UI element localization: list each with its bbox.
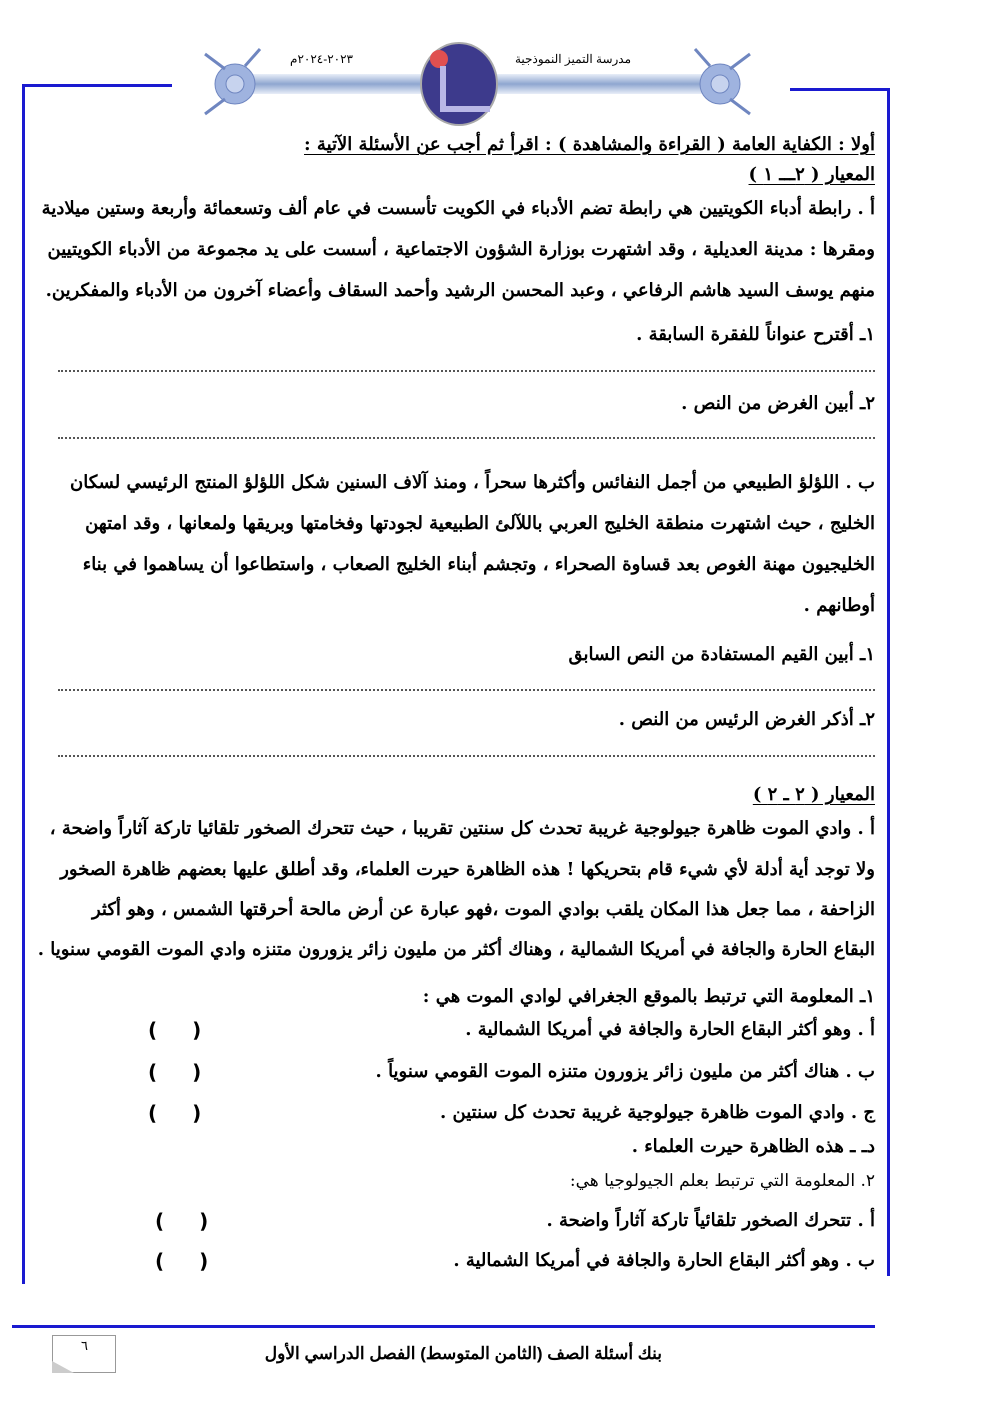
passage-b-line: الخليج ، حيث اشتهرت منطقة الخليج العربي باللآلئ الطبيعية لجودتها وفخامتها وبريقها ولمعانها ، وقد امتهن	[85, 513, 875, 534]
mc-option: ج . وادي الموت ظاهرة جيولوجية غريبة تحدث كل سنتين .	[439, 1102, 875, 1123]
mc-option: أ . تتحرك الصخور تلقائياً تاركة آثاراً واضحة .	[546, 1210, 875, 1231]
passage-b-line: ب . اللؤلؤ الطبيعي من أجمل النفائس وأكثرها سحراً ، ومنذ آلاف السنين شكل اللؤلؤ المنتج الرئيسي لسكان	[70, 472, 875, 493]
passage-a-line: منهم يوسف السيد هاشم الرفاعي ، وعبد المحسن الرشيد وأحمد السقاف وأعضاء آخرون من الأدباء والمفكرين.	[45, 280, 875, 301]
answer-parentheses[interactable]: ( )	[155, 1249, 209, 1273]
passage-b-line: أوطانهم .	[803, 595, 875, 616]
answer-parentheses[interactable]: ( )	[148, 1101, 202, 1125]
section-heading: أولا : الكفاية العامة ( القراءة والمشاهدة ) : اقرأ ثم أجب عن الأسئلة الآتية :	[304, 134, 875, 155]
frame-top-right	[790, 88, 890, 91]
mc-option: أ . وهو أكثر البقاع الحارة والجافة في أمريكا الشمالية .	[465, 1019, 875, 1040]
passage-line: أ . وادي الموت ظاهرة جيولوجية غريبة تحدث كل سنتين تقريبا ، حيث تتحرك الصخور تلقائيا تاركة آثاراً واضحة ،	[49, 818, 875, 839]
frame-top-left	[22, 84, 172, 87]
answer-line[interactable]	[58, 437, 875, 439]
question: ٢ـ أبين الغرض من النص .	[681, 393, 875, 414]
page-number-box	[52, 1335, 116, 1373]
mc-option: ب . هناك أكثر من مليون زائر يزورون متنزه الموت القومي سنوياً .	[375, 1061, 875, 1082]
criterion-label: المعيار ( ٢ ـ ٢ )	[752, 784, 875, 805]
passage-b-line: الخليجيون مهنة الغوص بعد قساوة الصحراء ، وتجشم أبناء الخليج الصعاب ، واستطاعوا أن يساهموا في بناء	[82, 554, 875, 575]
frame-right	[887, 88, 890, 1276]
passage-line: ولا توجد أية أدلة لأي شيء قام بتحريكها ! هذه الظاهرة حيرت العلماء، وقد أطلق عليها بعضهم ظاهرة الصخور	[60, 859, 875, 880]
answer-line[interactable]	[58, 755, 875, 757]
answer-line[interactable]	[58, 689, 875, 691]
answer-parentheses[interactable]: ( )	[155, 1209, 209, 1233]
school-year: ٢٠٢٣-٢٠٢٤م	[290, 52, 353, 66]
passage-line: الزاحفة ، مما جعل هذا المكان يلقب بوادي الموت ،فهو عبارة عن أرض مالحة أحرقتها الشمس ، وهو أكثر	[92, 899, 875, 920]
passage-line: البقاع الحارة والجافة في أمريكا الشمالية ، وهناك أكثر من مليون زائر يزورون متنزه وادي الموت القومي سنويا .	[37, 939, 875, 960]
question: ١ـ أقترح عنواناً للفقرة السابقة .	[636, 324, 875, 345]
answer-line[interactable]	[58, 370, 875, 372]
flower-right-icon	[695, 49, 750, 114]
page-curl-icon	[52, 1361, 74, 1373]
frame-left	[22, 84, 25, 1284]
mc-option: دـ ـ هذه الظاهرة حيرت العلماء .	[631, 1136, 875, 1157]
school-name: مدرسة التميز النموذجية	[515, 52, 632, 66]
answer-parentheses[interactable]: ( )	[148, 1060, 202, 1084]
question: ٢ـ أذكر الغرض الرئيس من النص .	[618, 709, 875, 730]
logo-text	[440, 66, 490, 112]
mc-question: ٢. المعلومة التي ترتبط بعلم الجيولوجيا هي:	[569, 1171, 875, 1191]
mc-option: ب . وهو أكثر البقاع الحارة والجافة في أمريكا الشمالية .	[453, 1250, 875, 1271]
answer-parentheses[interactable]: ( )	[148, 1018, 202, 1042]
passage-a-line: أ . رابطة أدباء الكويتيين هي رابطة تضم الأدباء في الكويت تأسست في عام ألف وتسعمائة وأربعة وستين ميلادية	[41, 198, 875, 219]
mc-question: ١ـ المعلومة التي ترتبط بالموقع الجغرافي لوادي الموت هي :	[422, 986, 875, 1007]
question: ١ـ أبين القيم المستفادة من النص السابق	[568, 644, 875, 665]
school-logo	[420, 42, 498, 126]
passage-a-line: ومقرها : مدينة العديلية ، وقد اشتهرت بوزارة الشؤون الاجتماعية ، أسست على يد مجموعة من الأدباء الكويتيين	[47, 239, 875, 260]
footer-title: بنك أسئلة الصف (الثامن المتوسط) الفصل الدراسي الأول	[264, 1344, 662, 1363]
flower-left-icon	[205, 49, 260, 114]
criterion-label: المعيار ( ٢ـــ ١ )	[748, 164, 875, 185]
footer-rule	[12, 1325, 875, 1328]
page-number: ٦	[81, 1338, 88, 1353]
header-banner	[200, 44, 756, 120]
